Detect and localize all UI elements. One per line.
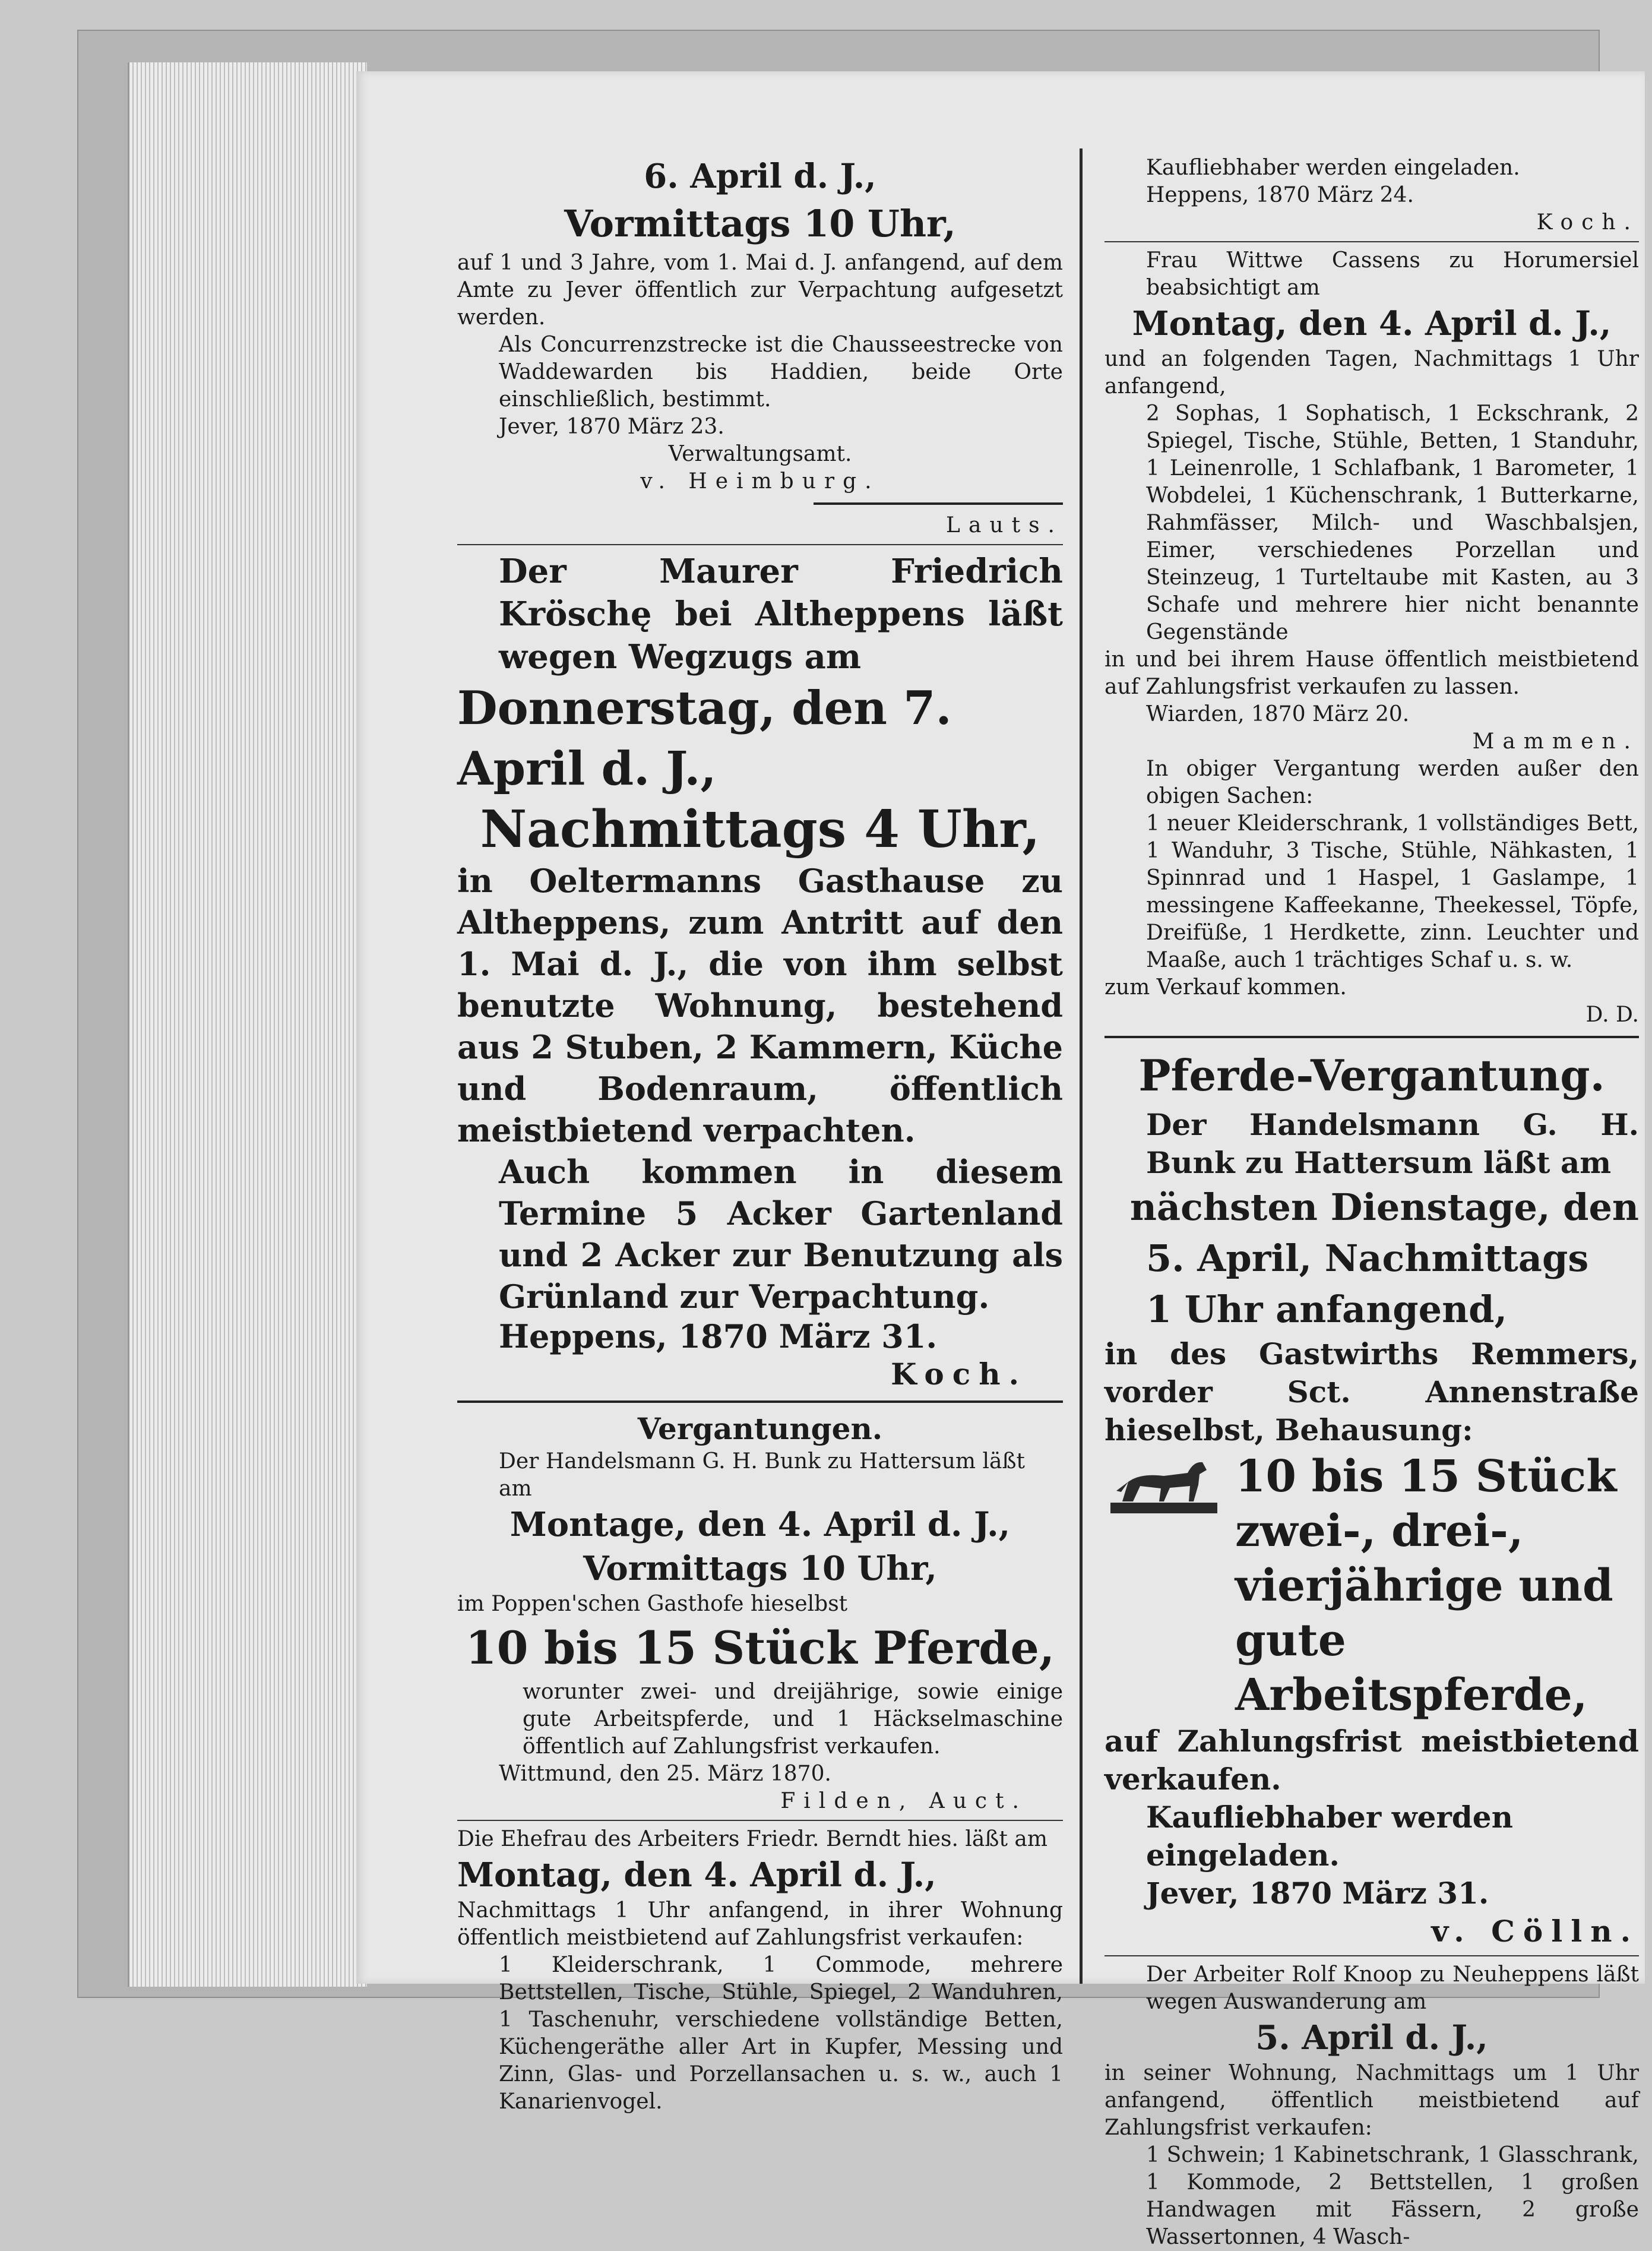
ad-maurer-body-2: Auch kommen in diesem Termine 5 Acker Gartenland und 2 Acker zur Benutzung als Grünland zur Verpachtung. bbox=[499, 1153, 1063, 1316]
notice-place: Jever, 1870 März 23. bbox=[499, 415, 724, 439]
ad-bunk-date: Montage, den 4. April d. J., bbox=[509, 1505, 1011, 1544]
ad-maurer-date: Donnerstag, den 7. April d. J., bbox=[457, 681, 952, 796]
ad-maurer-intro: Der Maurer Friedrich Kröschę bei Altheppens läßt wegen Wegzugs am bbox=[499, 552, 1063, 676]
notice-signature: v. Heimburg. bbox=[640, 469, 880, 494]
ad-cassens-place: Wiarden, 1870 März 20. bbox=[1146, 702, 1410, 726]
page-stack-edge bbox=[128, 62, 367, 1987]
ad-cassens-intro: Frau Wittwe Cassens zu Horumersiel beabsichtigt am bbox=[1146, 248, 1639, 300]
ad-pferde-title: Pferde-Vergantung. bbox=[1138, 1050, 1605, 1101]
ad-pferde-date: nächsten Dienstage, den bbox=[1129, 1185, 1639, 1229]
ad-maurer-body: in Oeltermanns Gasthause zu Altheppens, zum Antritt auf den 1. Mai d. J., die von ihm selbst benutzte Wohnung, bestehend aus 2 Stuben, 2 Kammern, Küche und Bodenraum, öffentlich meistbietend verpachten. bbox=[457, 862, 1063, 1149]
right-top-line: Kaufliebhaber werden eingeladen. bbox=[1146, 156, 1520, 180]
ad-maurer-signature: Koch. bbox=[891, 1357, 1027, 1392]
ad-pferde-place: Jever, 1870 März 31. bbox=[1146, 1876, 1489, 1911]
ad-pferde-line: Kaufliebhaber werden eingeladen. bbox=[1146, 1800, 1513, 1873]
ad-cassens-signature: Mammen. bbox=[1472, 729, 1639, 754]
ad-bunk-body: worunter zwei- und dreijährige, sowie einige gute Arbeitspferde, und 1 Häckselmaschine öffentlich auf Zahlungsfrist verkaufen. bbox=[523, 1680, 1063, 1759]
ad-cassens-items: 2 Sophas, 1 Sophatisch, 1 Eckschrank, 2 Spiegel, Tische, Stühle, Betten, 1 Standuhr, 1 Leinenrolle, 1 Schlafbank, 1 Barometer, 1 Wobdelei, 1 Küchenschrank, 1 Butterkarne, Rahmfässer, Milch- und Waschbalsjen, Eimer, verschiedenes Porzellan und Steinzeug, 1 Turteltaube mit Kasten, au 3 Schafe und mehrere hier nicht benannte Gegenstände bbox=[1146, 401, 1639, 644]
ad-knoop-items: 1 Schwein; 1 Kabinetschrank, 1 Glasschrank, 1 Kommode, 2 Bettstellen, 1 großen Handwagen mit Fässern, 2 große Wassertonnen, 4 Wasch- bbox=[1146, 2143, 1639, 2249]
divider bbox=[814, 502, 1063, 505]
ad-bunk-signature: Filden, Auct. bbox=[780, 1789, 1027, 1813]
ad-berndt-date: Montag, den 4. April d. J., bbox=[457, 1855, 936, 1895]
ad-knoop-body: in seiner Wohnung, Nachmittags um 1 Uhr anfangend, öffentlich meistbietend auf Zahlungsfrist verkaufen: bbox=[1105, 2061, 1639, 2140]
ad-berndt-items: 1 Kleiderschrank, 1 Commode, mehrere Bettstellen, Tische, Stühle, Spiegel, 2 Wanduhren, 1 Taschenuhr, verschiedene vollständige Betten, Küchengeräthe aller Art in Kupfer, Messing und Zinn, Glas- und Porzellansachen u. s. w., auch 1 Kanarienvogel. bbox=[499, 1953, 1063, 2114]
ad-berndt-body: Nachmittags 1 Uhr anfangend, in ihrer Wohnung öffentlich meistbietend auf Zahlungsfrist verkaufen: bbox=[457, 1898, 1063, 1950]
ad-cassens-body: in und bei ihrem Hause öffentlich meistbietend auf Zahlungsfrist verkaufen zu lassen. bbox=[1105, 647, 1639, 699]
ad-pferde-body: auf Zahlungsfrist meistbietend verkaufen. bbox=[1105, 1724, 1639, 1797]
ad-berndt-intro: Die Ehefrau des Arbeiters Friedr. Berndt hies. läßt am bbox=[457, 1827, 1047, 1851]
notice-body: auf 1 und 3 Jahre, vom 1. Mai d. J. anfangend, auf dem Amte zu Jever öffentlich zur Verpachtung aufgesetzt werden. bbox=[457, 251, 1063, 330]
ad-pferde-place-line: in des Gastwirths Remmers, vorder Sct. Annenstraße hieselbst, Behausung: bbox=[1105, 1336, 1639, 1447]
ad-bunk-time: Vormittags 10 Uhr, bbox=[583, 1549, 937, 1588]
ad-cassens-extra-items: 1 neuer Kleiderschrank, 1 vollständiges Bett, 1 Wanduhr, 3 Tische, Stühle, Nähkasten, 1 Spinnrad und 1 Haspel, 1 Gaslampe, 1 messingene Kaffeekanne, Theekessel, Töpfe, Dreifüße, 1 Herdkette, zinn. Leuchter und Maaße, auch 1 trächtiges Schaf u. s. w. bbox=[1146, 811, 1639, 972]
ad-pferde-headline: 10 bis 15 Stück zwei-, drei-, vierjährige und gute Arbeitspferde, bbox=[1235, 1451, 1617, 1721]
divider bbox=[457, 1400, 1063, 1403]
section-title: Vergantungen. bbox=[637, 1411, 883, 1446]
divider bbox=[457, 544, 1063, 545]
ad-knoop-intro: Der Arbeiter Rolf Knoop zu Neuheppens läßt wegen Auswanderung am bbox=[1146, 1962, 1639, 2014]
right-column bbox=[1105, 154, 1639, 2251]
right-top-signature: Koch. bbox=[1536, 210, 1639, 235]
ad-pferde-time: 1 Uhr anfangend, bbox=[1146, 1288, 1508, 1331]
notice-office: Verwaltungsamt. bbox=[668, 442, 852, 466]
ad-cassens-extra-signature: D. D. bbox=[1585, 1003, 1639, 1027]
notice-signature-2: Lauts. bbox=[946, 513, 1063, 538]
ad-cassens-extra: In obiger Vergantung werden außer den obigen Sachen: bbox=[1146, 757, 1639, 808]
ad-bunk-headline: 10 bis 15 Stück Pferde, bbox=[465, 1621, 1055, 1674]
ad-pferde-signature: v. Cölln. bbox=[1431, 1914, 1639, 1949]
divider bbox=[1105, 1036, 1639, 1038]
ad-knoop-date: 5. April d. J., bbox=[1255, 2018, 1488, 2057]
ad-cassens-time: und an folgenden Tagen, Nachmittags 1 Uhr anfangend, bbox=[1105, 347, 1639, 399]
right-top-place: Heppens, 1870 März 24. bbox=[1146, 183, 1414, 207]
column-separator bbox=[1080, 148, 1083, 1984]
ad-maurer-time: Nachmittags 4 Uhr, bbox=[480, 799, 1040, 859]
ad-pferde-intro: Der Handelsmann G. H. Bunk zu Hattersum läßt am bbox=[1146, 1107, 1639, 1180]
ad-pferde-date-2: 5. April, Nachmittags bbox=[1146, 1237, 1589, 1280]
ad-maurer-place: Heppens, 1870 März 31. bbox=[499, 1317, 938, 1355]
divider bbox=[1105, 1955, 1639, 1956]
notice-body-2: Als Concurrenzstrecke ist die Chausseestrecke von Waddewarden bis Haddien, beide Orte einschließlich, bestimmt. bbox=[499, 333, 1063, 412]
divider bbox=[1105, 241, 1639, 242]
ad-bunk-place: Wittmund, den 25. März 1870. bbox=[499, 1762, 831, 1786]
horse-icon bbox=[1105, 1449, 1223, 1520]
ad-bunk-intro: Der Handelsmann G. H. Bunk zu Hattersum läßt am bbox=[499, 1449, 1025, 1501]
notice-date: 6. April d. J., bbox=[644, 157, 876, 196]
ad-bunk-place-line: im Poppen'schen Gasthofe hieselbst bbox=[457, 1592, 848, 1616]
ad-cassens-extra-end: zum Verkauf kommen. bbox=[1105, 975, 1347, 1000]
notice-time: Vormittags 10 Uhr, bbox=[564, 202, 956, 245]
ad-pferde-headline-row bbox=[1105, 1449, 1639, 1722]
ad-cassens-date: Montag, den 4. April d. J., bbox=[1132, 304, 1612, 343]
divider bbox=[457, 1820, 1063, 1821]
newspaper-page bbox=[356, 71, 1645, 2249]
left-column bbox=[457, 154, 1063, 2116]
